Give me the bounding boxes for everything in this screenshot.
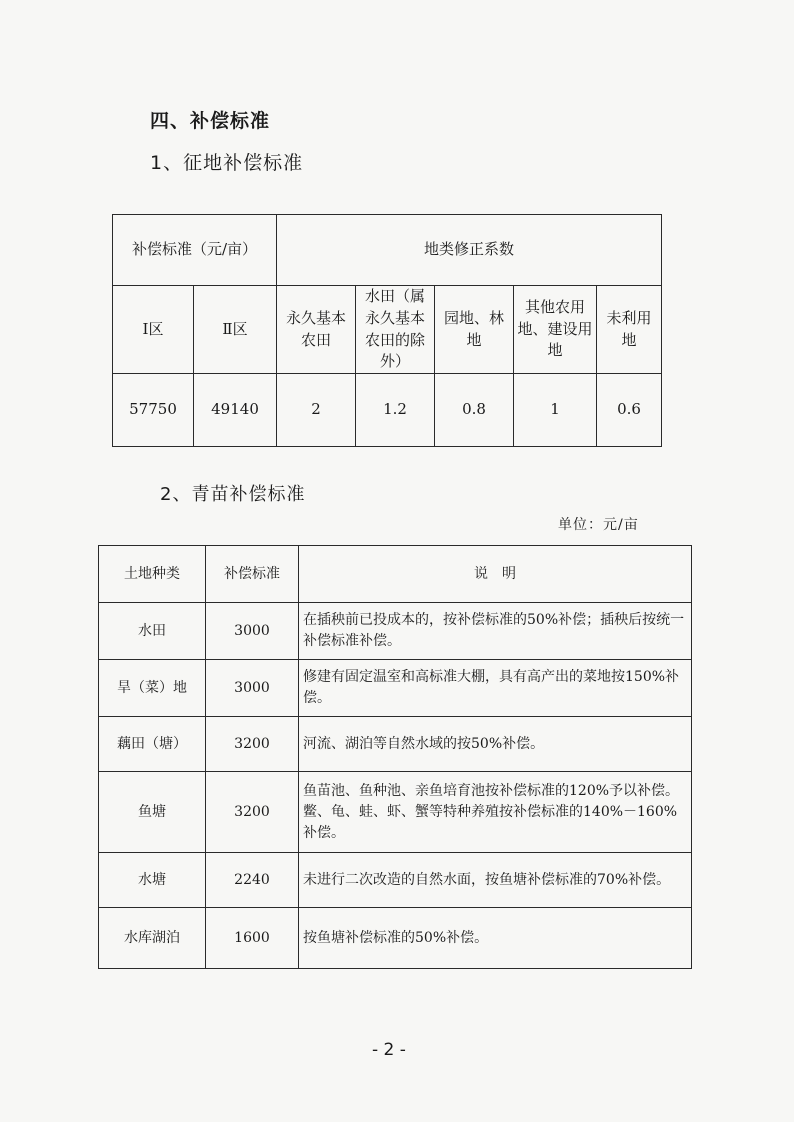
land-type: 水库湖泊 bbox=[99, 908, 206, 969]
description: 在插秧前已投成本的，按补偿标准的50%补偿；插秧后按统一补偿标准补偿。 bbox=[299, 603, 692, 660]
compensation-standard-header: 补偿标准（元/亩） bbox=[113, 215, 277, 286]
land-type: 水塘 bbox=[99, 853, 206, 908]
description: 未进行二次改造的自然水面，按鱼塘补偿标准的70%补偿。 bbox=[299, 853, 692, 908]
table-row bbox=[99, 603, 692, 660]
crop-compensation-table bbox=[98, 545, 692, 969]
standard-value: 3000 bbox=[206, 603, 299, 660]
page-number: - 2 - bbox=[372, 1040, 406, 1060]
description: 河流、湖泊等自然水域的按50%补偿。 bbox=[299, 717, 692, 772]
standard-value: 3000 bbox=[206, 660, 299, 717]
section-heading: 四、补偿标准 bbox=[150, 110, 271, 132]
description: 按鱼塘补偿标准的50%补偿。 bbox=[299, 908, 692, 969]
land-type: 藕田（塘） bbox=[99, 717, 206, 772]
value-zone-1: 57750 bbox=[113, 374, 194, 447]
value-unused-land: 0.6 bbox=[597, 374, 662, 447]
table-row bbox=[99, 717, 692, 772]
table-row bbox=[99, 772, 692, 853]
col-paddy-field: 水田（属永久基本农田的除外） bbox=[356, 286, 435, 374]
col-zone-1: Ⅰ区 bbox=[113, 286, 194, 374]
value-permanent-farmland: 2 bbox=[277, 374, 356, 447]
subheading-crop-compensation: 2、青苗补偿标准 bbox=[160, 484, 306, 505]
col-zone-2: Ⅱ区 bbox=[194, 286, 277, 374]
standard-value: 3200 bbox=[206, 772, 299, 853]
land-type: 旱（菜）地 bbox=[99, 660, 206, 717]
subheading-land-compensation: 1、征地补偿标准 bbox=[150, 152, 304, 174]
standard-value: 3200 bbox=[206, 717, 299, 772]
table-row bbox=[99, 908, 692, 969]
table-row bbox=[99, 853, 692, 908]
value-other-agri-construction: 1 bbox=[514, 374, 597, 447]
land-compensation-table bbox=[112, 214, 662, 447]
land-class-coefficient-header: 地类修正系数 bbox=[277, 215, 662, 286]
land-type: 鱼塘 bbox=[99, 772, 206, 853]
standard-value: 2240 bbox=[206, 853, 299, 908]
unit-note: 单位：元/亩 bbox=[558, 517, 639, 533]
value-zone-2: 49140 bbox=[194, 374, 277, 447]
value-paddy-field: 1.2 bbox=[356, 374, 435, 447]
value-garden-forest: 0.8 bbox=[435, 374, 514, 447]
header-standard: 补偿标准 bbox=[206, 546, 299, 603]
col-unused-land: 未利用地 bbox=[597, 286, 662, 374]
col-garden-forest: 园地、林地 bbox=[435, 286, 514, 374]
col-other-agri-construction: 其他农用地、建设用地 bbox=[514, 286, 597, 374]
description: 修建有固定温室和高标准大棚，具有高产出的菜地按150%补偿。 bbox=[299, 660, 692, 717]
land-type: 水田 bbox=[99, 603, 206, 660]
standard-value: 1600 bbox=[206, 908, 299, 969]
table-row bbox=[99, 660, 692, 717]
header-land-type: 土地种类 bbox=[99, 546, 206, 603]
col-permanent-farmland: 永久基本农田 bbox=[277, 286, 356, 374]
header-description: 说 明 bbox=[299, 546, 692, 603]
description: 鱼苗池、鱼种池、亲鱼培育池按补偿标准的120%予以补偿。鳖、龟、蛙、虾、蟹等特种养殖按补偿标准的140%－160%补偿。 bbox=[299, 772, 692, 853]
